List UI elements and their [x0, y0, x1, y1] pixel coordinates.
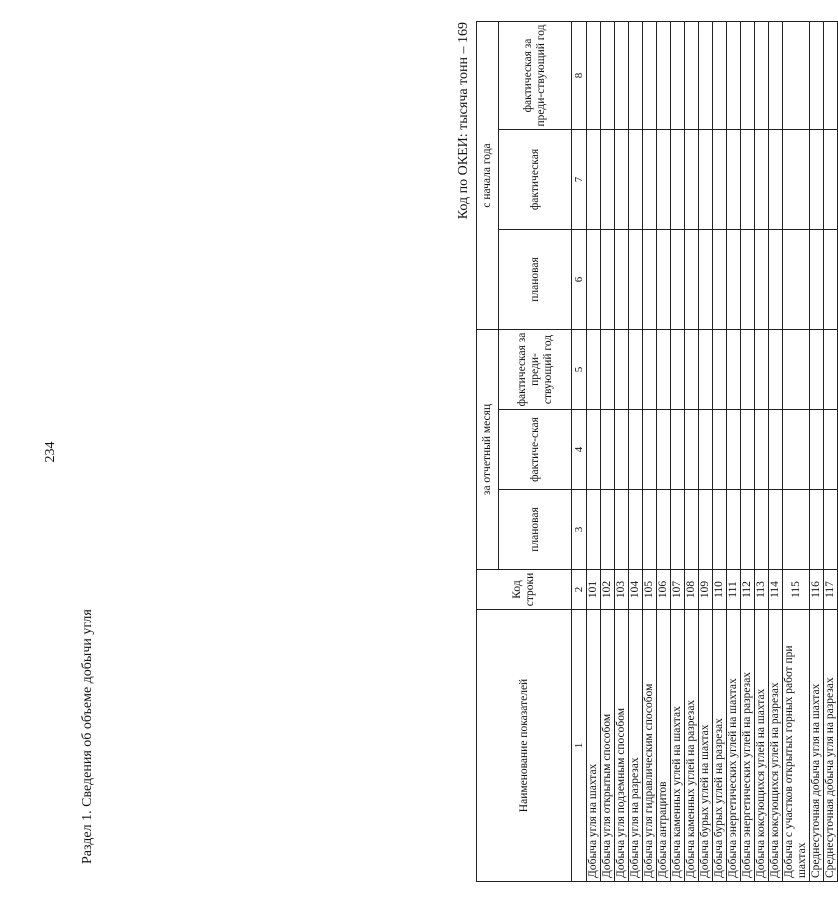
value-cell[interactable]	[727, 410, 741, 490]
row-code: 107	[671, 570, 685, 610]
value-cell[interactable]	[769, 490, 783, 570]
value-cell[interactable]	[671, 230, 685, 330]
value-cell[interactable]	[615, 410, 629, 490]
header-planned-year: плановая	[499, 230, 572, 330]
value-cell[interactable]	[587, 130, 601, 230]
indicator-name: Добыча угля на разрезах	[629, 610, 643, 882]
column-number: 4	[572, 410, 587, 490]
value-cell[interactable]	[629, 130, 643, 230]
table-row	[741, 21, 755, 881]
header-indicator: Наименование показателей	[477, 610, 572, 882]
table-row	[699, 21, 713, 881]
value-cell[interactable]	[727, 330, 741, 410]
row-code: 108	[685, 570, 699, 610]
value-cell[interactable]	[741, 130, 755, 230]
value-cell[interactable]	[699, 21, 713, 129]
value-cell[interactable]	[713, 230, 727, 330]
value-cell[interactable]	[783, 230, 810, 330]
value-cell[interactable]	[741, 490, 755, 570]
value-cell[interactable]	[685, 490, 699, 570]
row-code: 112	[741, 570, 755, 610]
table-row	[755, 21, 769, 881]
indicator-name: Добыча угля гидравлическим способом	[643, 610, 657, 882]
table-row	[629, 21, 643, 881]
row-code: 115	[783, 570, 810, 610]
value-cell[interactable]	[601, 330, 615, 410]
table-row	[643, 21, 657, 881]
value-cell[interactable]	[587, 230, 601, 330]
indicator-name: Среднесуточная добыча угля на разрезах	[824, 610, 838, 882]
value-cell[interactable]	[629, 410, 643, 490]
header-planned: плановая	[499, 490, 572, 570]
value-cell[interactable]	[783, 410, 810, 490]
column-number: 2	[572, 570, 587, 610]
value-cell[interactable]	[810, 230, 824, 330]
value-cell[interactable]	[810, 490, 824, 570]
header-actual-year: фактическая	[499, 130, 572, 230]
value-cell[interactable]	[769, 21, 783, 129]
value-cell[interactable]	[769, 330, 783, 410]
value-cell[interactable]	[587, 410, 601, 490]
row-code: 116	[810, 570, 824, 610]
column-number: 3	[572, 490, 587, 570]
value-cell[interactable]	[643, 410, 657, 490]
page-number-text: 234	[43, 441, 58, 463]
row-code: 101	[587, 570, 601, 610]
indicator-name: Добыча угля на шахтах	[587, 610, 601, 882]
value-cell[interactable]	[601, 21, 615, 129]
value-cell[interactable]	[810, 21, 824, 129]
table-row	[783, 21, 810, 881]
value-cell[interactable]	[727, 130, 741, 230]
header-actual-prev: фактическая за преди-ствующий год	[499, 330, 572, 410]
header-actual-prev-year: фактическая за преди-ствующий год	[499, 21, 572, 129]
value-cell[interactable]	[713, 130, 727, 230]
value-cell[interactable]	[713, 490, 727, 570]
table-row	[769, 21, 783, 881]
value-cell[interactable]	[587, 21, 601, 129]
value-cell[interactable]	[727, 230, 741, 330]
value-cell[interactable]	[643, 330, 657, 410]
value-cell[interactable]	[755, 21, 769, 129]
row-code: 106	[657, 570, 671, 610]
value-cell[interactable]	[713, 21, 727, 129]
value-cell[interactable]	[755, 230, 769, 330]
value-cell[interactable]	[699, 410, 713, 490]
value-cell[interactable]	[615, 490, 629, 570]
value-cell[interactable]	[741, 21, 755, 129]
table-body	[587, 21, 838, 881]
page-number	[36, 432, 66, 472]
value-cell[interactable]	[810, 410, 824, 490]
value-cell[interactable]	[685, 230, 699, 330]
value-cell[interactable]	[615, 130, 629, 230]
value-cell[interactable]	[657, 330, 671, 410]
column-number: 7	[572, 130, 587, 230]
value-cell[interactable]	[643, 230, 657, 330]
value-cell[interactable]	[824, 130, 838, 230]
row-code: 113	[755, 570, 769, 610]
table-row	[685, 21, 699, 881]
header-actual: фактиче-ская	[499, 410, 572, 490]
table-row	[601, 21, 615, 881]
value-cell[interactable]	[657, 490, 671, 570]
value-cell[interactable]	[699, 130, 713, 230]
value-cell[interactable]	[755, 410, 769, 490]
value-cell[interactable]	[587, 330, 601, 410]
header-code: Код строки	[477, 570, 572, 610]
value-cell[interactable]	[629, 490, 643, 570]
value-cell[interactable]	[671, 410, 685, 490]
value-cell[interactable]	[629, 230, 643, 330]
value-cell[interactable]	[713, 330, 727, 410]
value-cell[interactable]	[824, 490, 838, 570]
header-period-month: за отчетный месяц	[477, 330, 499, 570]
coal-production-table	[476, 21, 838, 882]
table-row	[671, 21, 685, 881]
value-cell[interactable]	[699, 230, 713, 330]
table-row	[810, 21, 824, 881]
value-cell[interactable]	[783, 330, 810, 410]
header-period-year: с начала года	[477, 21, 499, 329]
value-cell[interactable]	[629, 330, 643, 410]
value-cell[interactable]	[643, 130, 657, 230]
value-cell[interactable]	[741, 410, 755, 490]
table-row	[615, 21, 629, 881]
indicator-name: Добыча бурых углей на разрезах	[713, 610, 727, 882]
value-cell[interactable]	[615, 230, 629, 330]
value-cell[interactable]	[629, 21, 643, 129]
table-row	[657, 21, 671, 881]
row-code: 103	[615, 570, 629, 610]
value-cell[interactable]	[643, 21, 657, 129]
value-cell[interactable]	[587, 490, 601, 570]
value-cell[interactable]	[671, 130, 685, 230]
rotated-page-content	[80, 22, 836, 882]
value-cell[interactable]	[601, 410, 615, 490]
okei-code: Код по ОКЕИ: тысяча тонн – 169	[456, 22, 471, 220]
value-cell[interactable]	[755, 330, 769, 410]
value-cell[interactable]	[685, 130, 699, 230]
value-cell[interactable]	[671, 330, 685, 410]
indicator-name: Добыча каменных углей на шахтах	[671, 610, 685, 882]
table-row	[727, 21, 741, 881]
value-cell[interactable]	[615, 330, 629, 410]
indicator-name: Добыча энергетических углей на шахтах	[727, 610, 741, 882]
value-cell[interactable]	[727, 21, 741, 129]
value-cell[interactable]	[755, 130, 769, 230]
value-cell[interactable]	[741, 330, 755, 410]
value-cell[interactable]	[657, 21, 671, 129]
value-cell[interactable]	[824, 230, 838, 330]
value-cell[interactable]	[824, 21, 838, 129]
value-cell[interactable]	[657, 230, 671, 330]
value-cell[interactable]	[783, 490, 810, 570]
value-cell[interactable]	[657, 410, 671, 490]
value-cell[interactable]	[769, 130, 783, 230]
value-cell[interactable]	[657, 130, 671, 230]
indicator-name: Среднесуточная добыча угля на шахтах	[810, 610, 824, 882]
value-cell[interactable]	[671, 21, 685, 129]
row-code: 109	[699, 570, 713, 610]
indicator-name: Добыча угля подземным способом	[615, 610, 629, 882]
value-cell[interactable]	[601, 230, 615, 330]
value-cell[interactable]	[741, 230, 755, 330]
value-cell[interactable]	[769, 230, 783, 330]
table-row	[713, 21, 727, 881]
section-title: Раздел 1. Сведения об объеме добычи угля	[80, 609, 95, 864]
indicator-name: Добыча с участков открытых горных работ при шахтах	[783, 610, 810, 882]
row-code: 117	[824, 570, 838, 610]
row-code: 114	[769, 570, 783, 610]
value-cell[interactable]	[601, 130, 615, 230]
value-cell[interactable]	[713, 410, 727, 490]
indicator-name: Добыча бурых углей на шахтах	[699, 610, 713, 882]
indicator-name: Добыча каменных углей на разрезах	[685, 610, 699, 882]
value-cell[interactable]	[783, 21, 810, 129]
value-cell[interactable]	[699, 490, 713, 570]
row-code: 110	[713, 570, 727, 610]
value-cell[interactable]	[643, 490, 657, 570]
value-cell[interactable]	[601, 490, 615, 570]
indicator-name: Добыча антрацитов	[657, 610, 671, 882]
value-cell[interactable]	[824, 410, 838, 490]
row-code: 104	[629, 570, 643, 610]
row-code: 105	[643, 570, 657, 610]
indicator-name: Добыча коксующихся углей на шахтах	[755, 610, 769, 882]
column-number-row	[572, 21, 587, 881]
value-cell[interactable]	[685, 410, 699, 490]
value-cell[interactable]	[615, 21, 629, 129]
value-cell[interactable]	[755, 490, 769, 570]
value-cell[interactable]	[671, 490, 685, 570]
column-number: 1	[572, 610, 587, 882]
table-row	[587, 21, 601, 881]
column-number: 8	[572, 21, 587, 129]
indicator-name: Добыча коксующихся углей на разрезах	[769, 610, 783, 882]
value-cell[interactable]	[824, 330, 838, 410]
indicator-name: Добыча энергетических углей на разрезах	[741, 610, 755, 882]
row-code: 111	[727, 570, 741, 610]
value-cell[interactable]	[685, 330, 699, 410]
value-cell[interactable]	[685, 21, 699, 129]
value-cell[interactable]	[699, 330, 713, 410]
row-code: 102	[601, 570, 615, 610]
value-cell[interactable]	[769, 410, 783, 490]
indicator-name: Добыча угля открытым способом	[601, 610, 615, 882]
value-cell[interactable]	[727, 490, 741, 570]
table-row	[824, 21, 838, 881]
value-cell[interactable]	[810, 330, 824, 410]
value-cell[interactable]	[810, 130, 824, 230]
value-cell[interactable]	[783, 130, 810, 230]
column-number: 6	[572, 230, 587, 330]
column-number: 5	[572, 330, 587, 410]
